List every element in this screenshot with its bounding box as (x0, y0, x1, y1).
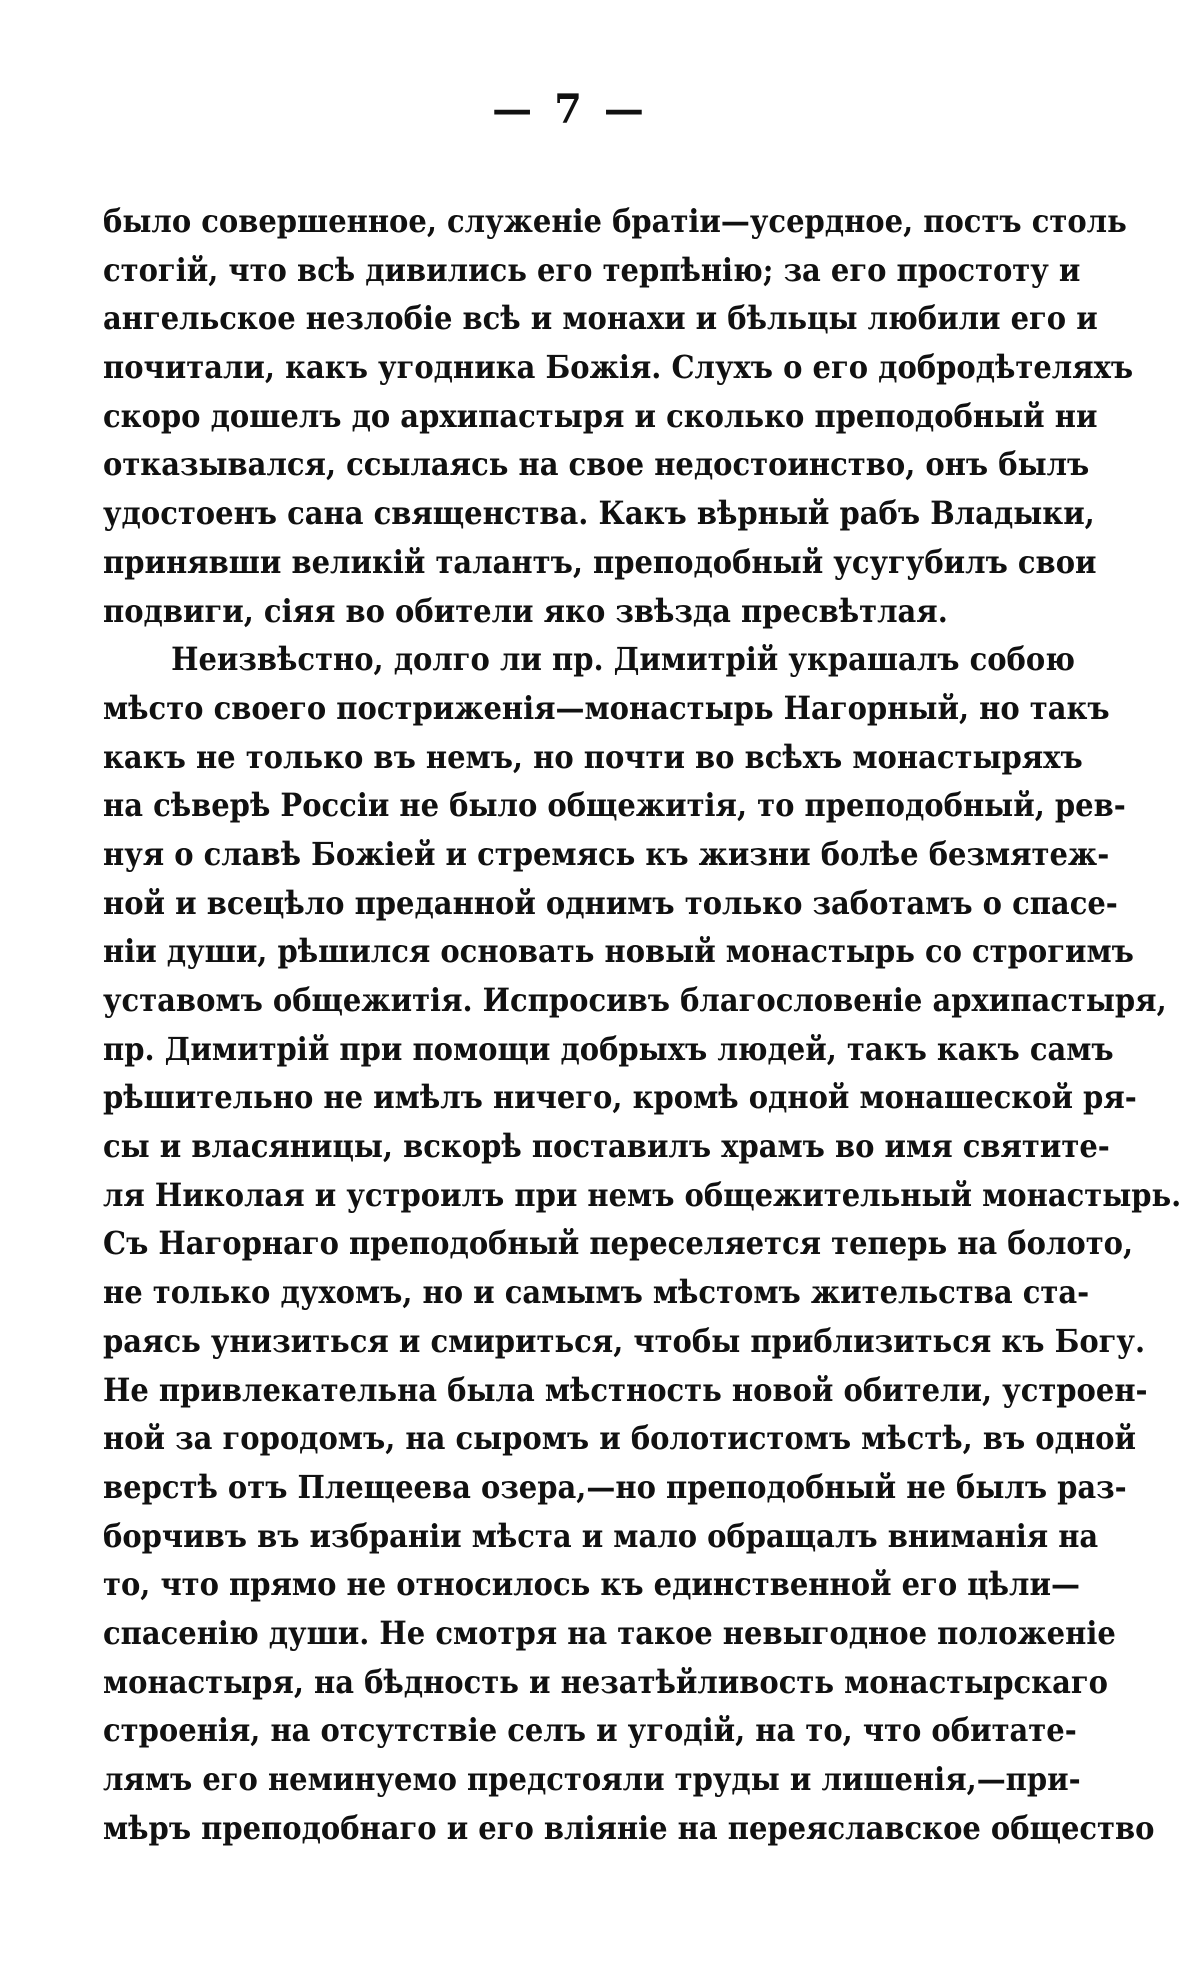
text-line: верстѣ отъ Плещеева озера,—но преподобный не былъ раз- (103, 1468, 1127, 1506)
text-line: спасенію души. Не смотря на такое невыгодное положеніе (103, 1614, 1116, 1652)
text-line: уставомъ общежитія. Испросивъ благословеніе архипастыря, (103, 982, 1167, 1019)
text-line: почитали, какъ угодника Божія. Слухъ о его добродѣтеляхъ (103, 349, 1134, 387)
text-line: борчивъ въ избраніи мѣста и мало обращалъ вниманія на (103, 1517, 1099, 1555)
text-line: мѣръ преподобнаго и его вліяніе на переяславское общество (103, 1809, 1155, 1847)
text-line: ной за городомъ, на сыромъ и болотистомъ мѣстѣ, въ одной (103, 1420, 1136, 1458)
text-line: рѣшительно не имѣлъ ничего, кромѣ одной монашеской ря- (103, 1079, 1137, 1117)
text-line: принявши великій талантъ, преподобный усугубилъ свои (103, 543, 1097, 581)
text-line: строенія, на отсутствіе селъ и угодій, на то, что обитате- (103, 1712, 1077, 1750)
text-line: раясь унизиться и смириться, чтобы приблизиться къ Богу. (103, 1322, 1146, 1360)
text-line: не только духомъ, но и самымъ мѣстомъ жительства ста- (103, 1274, 1090, 1312)
text-line: удостоенъ сана священства. Какъ вѣрный рабъ Владыки, (103, 495, 1095, 533)
text-line: Не привлекательна была мѣстность новой обители, устроен- (103, 1371, 1148, 1409)
text-line: отказывался, ссылаясь на свое недостоинство, онъ былъ (103, 446, 1090, 484)
text-body (103, 198, 1181, 1853)
text-line: то, что прямо не относилось къ единственной его цѣли— (103, 1566, 1080, 1604)
text-line: нуя о славѣ Божіей и стремясь къ жизни болѣе безмятеж- (103, 835, 1110, 873)
text-line: стогій, что всѣ дивились его терпѣнію; за его простоту и (103, 251, 1081, 289)
text-line: скоро дошелъ до архипастыря и сколько преподобный ни (103, 397, 1098, 435)
text-line: ной и всецѣло преданной однимъ только заботамъ о спасе- (103, 884, 1118, 922)
text-line: сы и власяницы, вскорѣ поставилъ храмъ во имя святите- (103, 1128, 1110, 1166)
paragraph-start-line: Неизвѣстно, долго ли пр. Димитрій украшалъ собою (171, 641, 1075, 679)
text-line: какъ не только въ немъ, но почти во всѣхъ монастыряхъ (103, 738, 1083, 776)
text-line: лямъ его неминуемо предстояли труды и лишенія,—при- (103, 1761, 1081, 1798)
page-number: — 7 — (492, 86, 648, 133)
text-line: на сѣверѣ Россіи не было общежитія, то преподобный, рев- (103, 787, 1126, 825)
text-line: мѣсто своего постриженія—монастырь Нагорный, но такъ (103, 689, 1110, 727)
text-line: ангельское незлобіе всѣ и монахи и бѣльцы любили его и (103, 300, 1098, 338)
text-line: ніи души, рѣшился основать новый монастырь со строгимъ (103, 933, 1134, 971)
text-line: было совершенное, служеніе братіи—усердное, постъ столь (103, 203, 1127, 240)
text-line: пр. Димитрій при помощи добрыхъ людей, такъ какъ самъ (103, 1030, 1114, 1068)
text-line: Съ Нагорнаго преподобный переселяется теперь на болото, (103, 1225, 1134, 1263)
text-line: подвиги, сіяя во обители яко звѣзда пресвѣтлая. (103, 592, 948, 630)
text-line: монастыря, на бѣдность и незатѣйливость монастырскаго (103, 1663, 1108, 1701)
text-line: ля Николая и устроилъ при немъ общежительный монастырь. (103, 1176, 1181, 1214)
